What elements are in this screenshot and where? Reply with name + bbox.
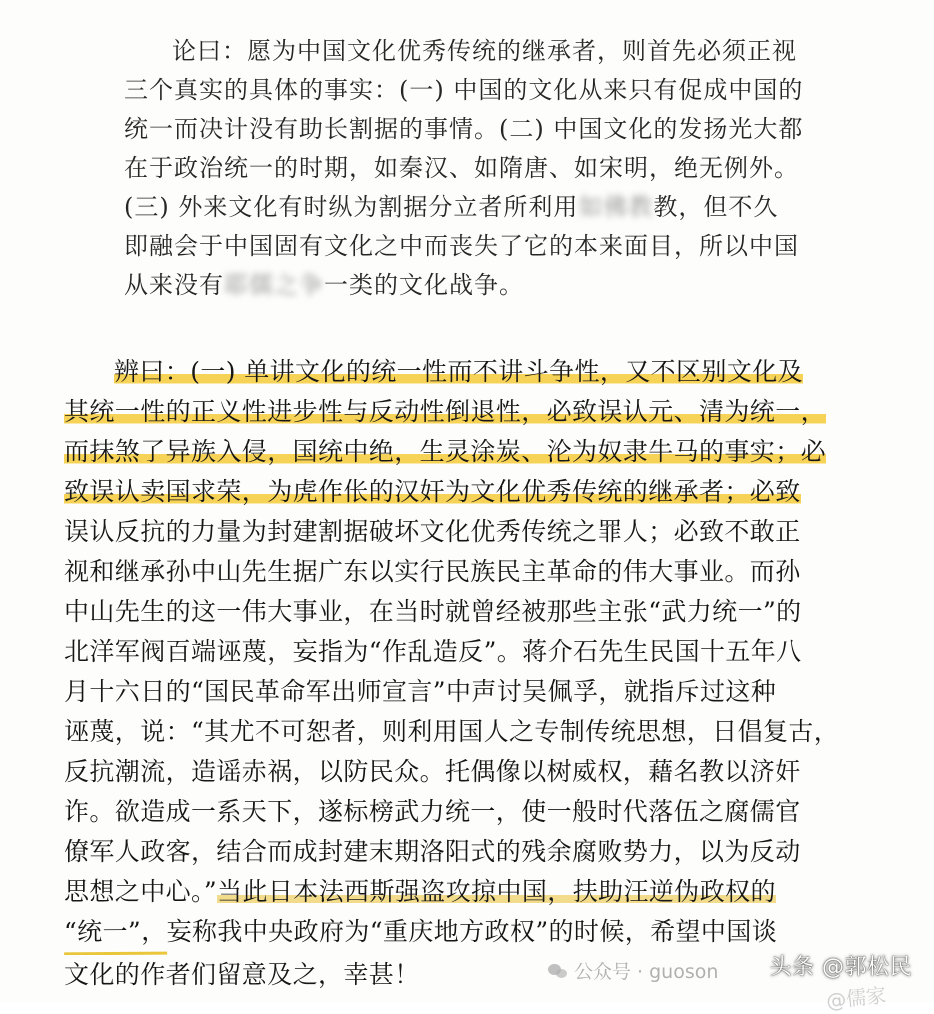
text-line: 北洋军阀百端诬蔑，妄指为“作乱造反”。蒋介石先生民国十五年八 — [64, 637, 802, 666]
text-line — [64, 432, 844, 472]
text-segment: (三) 外来文化有时纵为割据分立者所利用 — [124, 193, 579, 221]
text-line — [124, 266, 836, 305]
highlighted-text: 致误认卖国求荣，为虎作伥的汉奸为文化优秀传统的继承者；必致 — [64, 477, 801, 506]
text-segment: 思想之中心。” — [64, 877, 218, 906]
text-line: 月十六日的“国民革命军出师宣言”中声讨吴佩孚，就指斥过这种 — [64, 677, 777, 706]
obscured-text: 如佛教 — [578, 193, 654, 221]
obscured-text: 耶儒之争 — [224, 271, 324, 299]
highlighted-text: 当此日本法西斯强盗攻掠中国，扶助汪逆伪政权的 — [217, 877, 776, 906]
corner-watermark: @儒家 — [825, 982, 888, 1014]
wechat-watermark — [548, 957, 718, 984]
text-line: 中山先生的这一伟大事业，在当时就曾经被那些主张“武力统一”的 — [64, 597, 802, 626]
text-line: 视和继承孙中山先生据广东以实行民族民主革命的伟大事业。而孙 — [64, 557, 801, 586]
text-line — [64, 352, 844, 392]
paragraph-bian-yue — [64, 352, 844, 995]
text-line: 三个真实的具体的事实：(一) 中国的文化从来只有促成中国的 — [124, 76, 804, 104]
text-line: 即融会于中国固有文化之中而丧失了它的本来面目，所以中国 — [124, 232, 799, 260]
text-line: 反抗潮流，造谣赤祸，以防民众。托偶像以树威权，藉名教以济奸 — [64, 757, 801, 786]
highlighted-text: 而抹煞了异族入侵，国统中绝，生灵涂炭、沦为奴隶牛马的事实；必 — [64, 437, 827, 466]
highlighted-text: 辨曰：(一) 单讲文化的统一性而不讲斗争性，又不区别文化及 — [114, 357, 804, 386]
text-line: 文化的作者们留意及之，幸甚！ — [64, 960, 420, 989]
text-segment: 从来没有 — [124, 271, 224, 299]
text-line: 在于政治统一的时期，如秦汉、如隋唐、如宋明，绝无例外。 — [124, 154, 799, 182]
text-line: 统一而决计没有助长割据的事情。(二) 中国文化的发扬光大都 — [124, 115, 804, 143]
text-line: 误认反抗的力量为封建割据破坏文化优秀传统之罪人；必致不敢正 — [64, 517, 801, 546]
text-line: 诬蔑，说：“其尤不可恕者，则利用国人之专制传统思想，日倡复古， — [64, 717, 840, 746]
text-segment: 一类的文化战争。 — [324, 271, 524, 299]
text-line: 论曰：愿为中国文化优秀传统的继承者，则首先必须正视 — [172, 37, 797, 65]
text-segment: 妄称我中央政府为“重庆地方政权”的时候，希望中国谈 — [166, 917, 778, 946]
highlighted-text: 其统一性的正义性进步性与反动性倒退性，必致误认元、清为统一， — [64, 397, 827, 426]
text-line: 诈。欲造成一系天下，遂标榜武力统一，使一般时代落伍之腐儒官 — [64, 797, 801, 826]
text-line — [124, 188, 836, 227]
text-line — [64, 872, 844, 912]
text-line — [64, 472, 844, 512]
text-segment: 教，但不久 — [653, 193, 779, 221]
wechat-icon — [548, 963, 568, 979]
text-line — [64, 912, 844, 955]
underlined-text: “统一”， — [64, 912, 167, 955]
text-line: 僚军人政客，结合而成封建末期洛阳式的残余腐败势力，以为反动 — [64, 837, 801, 866]
platform-watermark: 头条 @郭松民 — [769, 955, 912, 980]
text-line — [64, 392, 844, 432]
wechat-watermark-label: 公众号 · guoson — [574, 961, 719, 983]
paragraph-lun-yue — [124, 32, 836, 305]
